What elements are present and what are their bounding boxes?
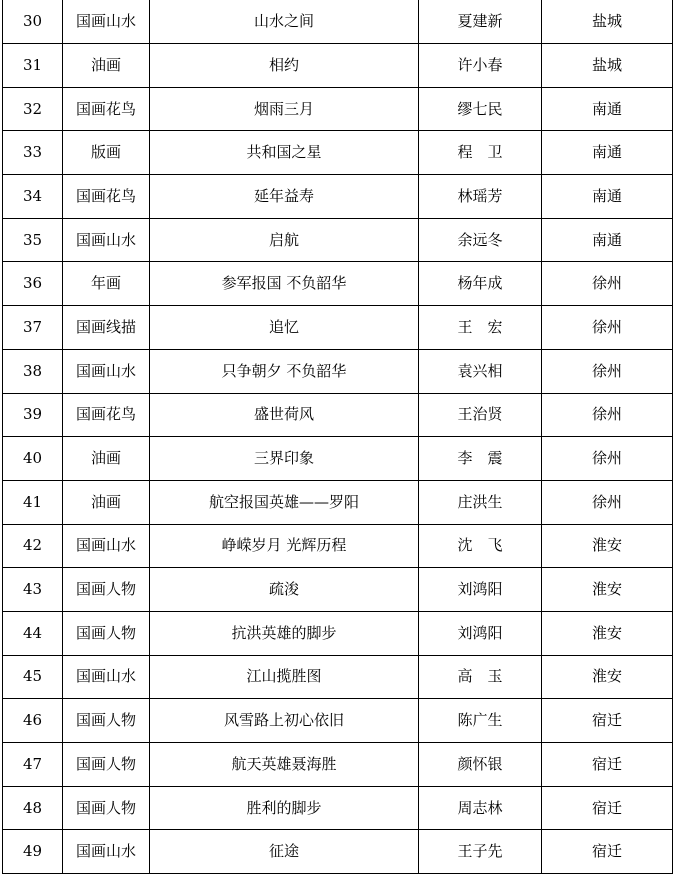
artwork-title-cell: 启航 [150,218,419,262]
table-row [3,0,673,44]
table-row [3,218,673,262]
category-cell: 国画山水 [63,218,150,262]
entry-number-cell: 40 [3,437,63,481]
category-cell: 国画山水 [63,0,150,44]
city-cell: 徐州 [542,393,673,437]
author-cell: 王 宏 [419,306,542,350]
author-cell: 夏建新 [419,0,542,44]
table-row [3,306,673,350]
artwork-title-cell: 抗洪英雄的脚步 [150,611,419,655]
entry-number-cell: 35 [3,218,63,262]
table-row [3,743,673,787]
table-row [3,44,673,88]
category-cell: 国画人物 [63,568,150,612]
entry-number-cell: 41 [3,480,63,524]
author-cell: 庄洪生 [419,480,542,524]
artwork-title-cell: 风雪路上初心依旧 [150,699,419,743]
entry-number-cell: 32 [3,87,63,131]
entry-number-cell: 47 [3,743,63,787]
city-cell: 淮安 [542,524,673,568]
entry-number-cell: 46 [3,699,63,743]
artwork-title-cell: 江山揽胜图 [150,655,419,699]
category-cell: 版画 [63,131,150,175]
artwork-title-cell: 疏浚 [150,568,419,612]
artwork-title-cell: 航空报国英雄——罗阳 [150,480,419,524]
table-row [3,568,673,612]
city-cell: 南通 [542,87,673,131]
city-cell: 淮安 [542,655,673,699]
category-cell: 国画山水 [63,349,150,393]
entry-number-cell: 42 [3,524,63,568]
table-row [3,611,673,655]
artwork-title-cell: 山水之间 [150,0,419,44]
city-cell: 南通 [542,131,673,175]
table-row [3,830,673,874]
category-cell: 年画 [63,262,150,306]
category-cell: 国画人物 [63,611,150,655]
artwork-title-cell: 胜利的脚步 [150,786,419,830]
artwork-title-cell: 三界印象 [150,437,419,481]
entry-number-cell: 43 [3,568,63,612]
city-cell: 徐州 [542,306,673,350]
category-cell: 国画花鸟 [63,393,150,437]
artwork-title-cell: 盛世荷风 [150,393,419,437]
author-cell: 陈广生 [419,699,542,743]
entry-number-cell: 49 [3,830,63,874]
category-cell: 国画花鸟 [63,87,150,131]
category-cell: 油画 [63,480,150,524]
artwork-table [2,0,673,874]
category-cell: 国画山水 [63,655,150,699]
table-row [3,175,673,219]
artwork-title-cell: 延年益寿 [150,175,419,219]
artwork-title-cell: 只争朝夕 不负韶华 [150,349,419,393]
category-cell: 国画线描 [63,306,150,350]
city-cell: 徐州 [542,262,673,306]
entry-number-cell: 31 [3,44,63,88]
artwork-title-cell: 相约 [150,44,419,88]
author-cell: 颜怀银 [419,743,542,787]
table-row [3,655,673,699]
author-cell: 李 震 [419,437,542,481]
city-cell: 徐州 [542,349,673,393]
entry-number-cell: 38 [3,349,63,393]
entry-number-cell: 45 [3,655,63,699]
entry-number-cell: 36 [3,262,63,306]
city-cell: 徐州 [542,437,673,481]
table-row [3,699,673,743]
artwork-title-cell: 共和国之星 [150,131,419,175]
category-cell: 油画 [63,437,150,481]
artwork-title-cell: 追忆 [150,306,419,350]
category-cell: 国画山水 [63,830,150,874]
table-row [3,786,673,830]
author-cell: 刘鸿阳 [419,568,542,612]
author-cell: 沈 飞 [419,524,542,568]
author-cell: 袁兴相 [419,349,542,393]
entry-number-cell: 33 [3,131,63,175]
author-cell: 缪七民 [419,87,542,131]
city-cell: 盐城 [542,0,673,44]
artwork-table-body [3,0,673,874]
city-cell: 宿迁 [542,830,673,874]
author-cell: 林瑶芳 [419,175,542,219]
table-row [3,131,673,175]
author-cell: 王子先 [419,830,542,874]
city-cell: 淮安 [542,568,673,612]
city-cell: 南通 [542,218,673,262]
city-cell: 徐州 [542,480,673,524]
table-row [3,524,673,568]
author-cell: 余远冬 [419,218,542,262]
category-cell: 国画山水 [63,524,150,568]
category-cell: 国画人物 [63,699,150,743]
city-cell: 宿迁 [542,786,673,830]
entry-number-cell: 34 [3,175,63,219]
artwork-title-cell: 航天英雄聂海胜 [150,743,419,787]
table-row [3,349,673,393]
table-row [3,437,673,481]
entry-number-cell: 39 [3,393,63,437]
author-cell: 杨年成 [419,262,542,306]
city-cell: 淮安 [542,611,673,655]
author-cell: 王治贤 [419,393,542,437]
category-cell: 国画花鸟 [63,175,150,219]
author-cell: 高 玉 [419,655,542,699]
entry-number-cell: 37 [3,306,63,350]
table-row [3,480,673,524]
artwork-title-cell: 烟雨三月 [150,87,419,131]
author-cell: 许小春 [419,44,542,88]
artwork-title-cell: 峥嵘岁月 光辉历程 [150,524,419,568]
entry-number-cell: 30 [3,0,63,44]
artwork-title-cell: 征途 [150,830,419,874]
artwork-list-page [2,0,671,877]
category-cell: 国画人物 [63,743,150,787]
city-cell: 盐城 [542,44,673,88]
city-cell: 宿迁 [542,743,673,787]
entry-number-cell: 48 [3,786,63,830]
table-row [3,393,673,437]
author-cell: 刘鸿阳 [419,611,542,655]
artwork-title-cell: 参军报国 不负韶华 [150,262,419,306]
city-cell: 宿迁 [542,699,673,743]
author-cell: 程 卫 [419,131,542,175]
category-cell: 油画 [63,44,150,88]
category-cell: 国画人物 [63,786,150,830]
table-row [3,87,673,131]
entry-number-cell: 44 [3,611,63,655]
city-cell: 南通 [542,175,673,219]
table-row [3,262,673,306]
author-cell: 周志林 [419,786,542,830]
